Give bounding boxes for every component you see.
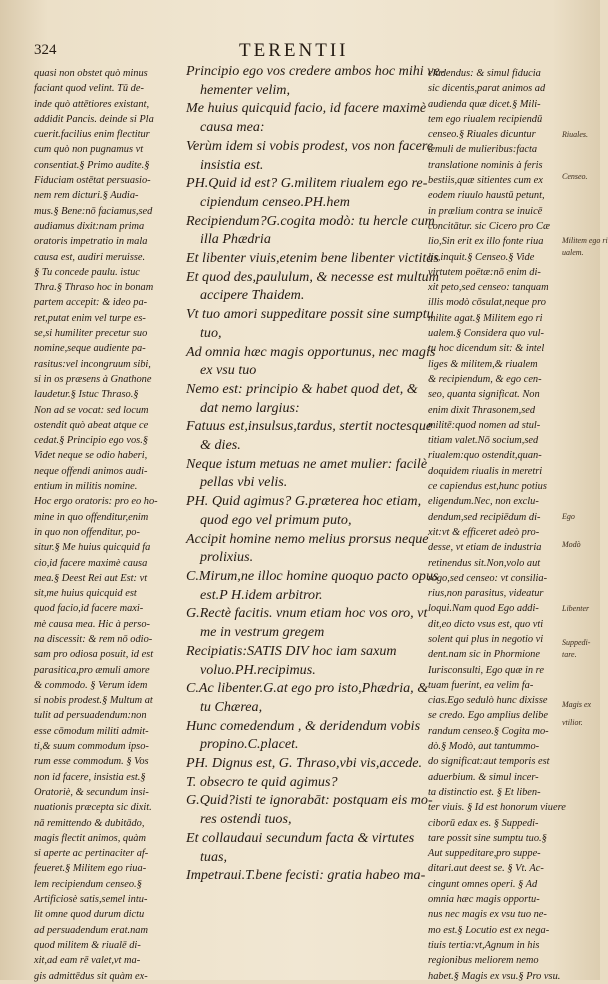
play-text-line: Et collaudaui secundum facta & virtutes [186, 829, 415, 846]
commentary-line: dent.nam sic in Phormione [428, 649, 540, 661]
commentary-line: ciborū edax es. § Suppedi- [428, 817, 539, 829]
commentary-line: regionibus meliorem nemo [428, 955, 539, 967]
play-text-line: Hunc comedendum , & deridendum vobis [186, 717, 421, 734]
play-text-line: Vt tuo amori suppeditare possit sine sumptu [186, 306, 434, 323]
commentary-line: cum quò non pugnamus vt [34, 144, 144, 156]
commentary-line: xit:vt & efficeret adeò pro- [428, 526, 540, 538]
commentary-line: illis modò cōsulat,neque pro [428, 297, 546, 309]
commentary-line: faciant quod velint. Tū de- [34, 83, 144, 95]
play-text-line: G.Rectè facitis. vnum etiam hoc vos oro, vt [186, 605, 428, 622]
commentary-line: esse cōmodum militi admit- [34, 725, 149, 737]
marginal-note: Militem ego ri [562, 236, 608, 245]
commentary-line: omnia hæc magis opportu- [428, 894, 540, 906]
commentary-line: in prælium contra se inuicē [428, 205, 543, 217]
play-text-line: causa mea: [200, 119, 265, 136]
commentary-line: lis,inquit.§ Censeo.§ Vide [428, 251, 535, 263]
commentary-column-right [428, 66, 576, 984]
commentary-line: tulit ad persuadendum:non [34, 710, 147, 722]
commentary-line: Aut suppeditare,pro suppe- [428, 848, 541, 860]
play-text-line: Et quod des,paululum, & necesse est multum [186, 268, 439, 285]
commentary-line: cio,id facere maximè causa [34, 557, 148, 569]
marginal-note: tare. [562, 650, 577, 659]
commentary-line: & commodo. § Verum idem [34, 679, 148, 691]
commentary-line: desse, vt etiam de industria [428, 542, 542, 554]
commentary-line: tuam fuerint, ea velim fa- [428, 679, 534, 691]
commentary-line: mo est.§ Locutio est ex nega- [428, 924, 550, 936]
commentary-line: sic dicentis,parat animos ad [428, 83, 546, 95]
commentary-line: addidit Pancis. deinde si Pla [34, 113, 154, 125]
commentary-line: nā remittendo & dubitādo, [34, 817, 145, 829]
play-text-line: C.Mirum,ne illoc homine quoquo pacto opus [186, 567, 439, 584]
play-text-line: dat nemo largius: [200, 399, 300, 416]
commentary-line: mus.§ Bene:nō faciamus,sed [34, 205, 153, 217]
play-text-line: ex vsu tuo [200, 362, 257, 379]
commentary-line: mea.§ Deest Rei aut Est: vt [34, 572, 148, 584]
commentary-line: tare possit sine sumptu tuo.§ [428, 832, 547, 844]
play-text-line: Verùm idem si vobis prodest, vos non facere [186, 137, 434, 154]
commentary-line: ostendit quò abeat atque ce [34, 419, 149, 431]
commentary-line: aduerbium. & simul incer- [428, 771, 539, 783]
commentary-line: loqui.Nam quod Ego addi- [428, 603, 539, 615]
commentary-line: se credo. Ego amplius delibe [428, 710, 548, 722]
commentary-line: liges & militem,& riualem [428, 358, 538, 370]
commentary-line: concitātur. sic Cicero pro Cæ [428, 220, 550, 232]
commentary-line: Oratoriè, & secundum insi- [34, 786, 149, 798]
commentary-line: ditari.aut deest se. § Vt. Ac- [428, 863, 544, 875]
commentary-line: ce capiendus est,hunc potius [428, 481, 547, 493]
commentary-line: se,si humiliter precetur suo [34, 328, 148, 340]
commentary-line: tem ego riualem recipiendū [428, 113, 543, 125]
commentary-line: Thra.§ Thraso hoc in bonam [34, 282, 154, 294]
commentary-line: riualem:quo ostendit,quan- [428, 450, 542, 462]
commentary-line: si nobis prodest.§ Multum at [34, 695, 153, 707]
commentary-line: ret,putat enim vel turpe es- [34, 312, 146, 324]
play-text-line: est.P H.idem arbitror. [200, 586, 323, 603]
page-number: 324 [34, 42, 57, 58]
play-text-line: hementer velim, [200, 81, 291, 98]
commentary-line: Fiduciam ostētat persuasio- [34, 175, 151, 187]
commentary-line: rogo,sed censeo: vt consilia- [428, 572, 548, 584]
play-text-line: Ad omnia hæc magis opportunus, nec magis [186, 343, 436, 360]
commentary-line: laudetur.§ Istuc Thraso.§ [34, 389, 139, 401]
commentary-line: eligendum.Nec, non exclu- [428, 496, 539, 508]
commentary-line: randum censeo.§ Cogita mo- [428, 725, 549, 737]
commentary-line: & recipiendum, & ego cen- [428, 373, 542, 385]
play-text-line: Fatuus est,insulsus,tardus, stertit noctesque [186, 418, 433, 435]
commentary-line: neque offendi animos audi- [34, 465, 148, 477]
commentary-line: solent qui plus in negotio vi [428, 633, 544, 645]
commentary-line: nuationis præcepta sic dixit. [34, 802, 152, 814]
commentary-line: mè causa mea. Hic à perso- [34, 618, 151, 630]
commentary-line: nomine,seque audiente pa- [34, 343, 146, 355]
commentary-line: habet.§ Magis ex vsu.§ Pro vsu. [428, 970, 561, 982]
play-text-line: propino.C.placet. [200, 736, 299, 753]
commentary-line: retinendus sit.Non,volo aut [428, 557, 541, 569]
commentary-line: gis admittēdus sit quàm ex- [34, 970, 148, 982]
play-text-line: illa Phædria [200, 231, 271, 248]
play-text-line: Principio ego vos credere ambos hoc mihi ve- [186, 63, 445, 79]
commentary-line: cludendus: & simul fiducia [428, 68, 541, 79]
commentary-line: eodem riuulo haustū petunt, [428, 190, 545, 202]
marginal-note: Censeo. [562, 172, 588, 181]
commentary-line: sit,me huius quicquid est [34, 588, 137, 600]
commentary-line: Videt neque se odio haberi, [34, 450, 148, 462]
commentary-line: æmuli de mulieribus:facta [428, 144, 538, 156]
commentary-line: quod facio,id facere maxi- [34, 603, 144, 615]
commentary-line: quod militem & riualē di- [34, 939, 141, 951]
play-text-line: T. obsecro te quid agimus? [186, 773, 338, 790]
commentary-line: causa est, audiri meruisse. [34, 251, 146, 263]
commentary-line: ta distinctio est. § Et liben- [428, 786, 541, 798]
play-text-line: cipiendum censeo.PH.hem [200, 193, 350, 210]
play-text-line: Recipiendum?G.cogita modò: tu hercle cum [186, 212, 435, 229]
play-text-line: me in vestrum gregem [200, 624, 325, 641]
commentary-line: ter viuis. § Id est honorum viuere [428, 802, 566, 814]
marginal-note: Libenter [562, 604, 590, 613]
commentary-line: Artificiosè satis,semel intu- [34, 894, 148, 906]
commentary-line: ad persuadendum erat.nam [34, 924, 148, 936]
commentary-line: Non ad se vocat: sed locum [34, 404, 149, 416]
commentary-line: ualem.§ Considera quo vul- [428, 328, 545, 340]
marginal-note: Ego [562, 512, 575, 521]
play-text-column [186, 62, 445, 885]
play-text-line: Impetraui.T.bene fecisti: gratia habeo ma- [186, 867, 426, 884]
commentary-line: entium in militis nomine. [34, 481, 138, 493]
commentary-line: partem accepit: & ideo pa- [34, 297, 148, 309]
commentary-line: Iurisconsulti, Ego quæ in re [428, 664, 544, 676]
commentary-line: situr.§ Me huius quicquid fa [34, 542, 151, 554]
play-text-line: Nemo est: principio & habet quod det, & [186, 380, 418, 397]
commentary-line: consentiat.§ Primo audite.§ [34, 159, 150, 171]
play-text-line: PH.Quid id est? G.militem riualem ego re- [186, 175, 428, 192]
commentary-line: rius,non parasitus, videatur [428, 588, 544, 600]
commentary-line: inde quò attētiores existant, [34, 98, 150, 110]
play-text-line: Et libenter viuis,etenim bene libenter victitas [186, 250, 439, 267]
commentary-line: doquidem riualis in meretri [428, 465, 543, 477]
commentary-line: sam pro odiosa posuit, id est [34, 649, 154, 661]
commentary-line: do significat:aut temporis est [428, 756, 550, 768]
play-text-line: quod ego vel primum puto, [200, 511, 352, 528]
commentary-line: lio,Sin erit ex illo fonte riua [428, 236, 544, 248]
play-text-line: insistia est. [200, 156, 264, 173]
commentary-line: feueret.§ Militem ego riua- [34, 863, 147, 875]
commentary-line: si aperte ac pertinaciter af- [34, 848, 149, 860]
play-text-line: PH. Dignus est, G. Thraso,vbi vis,accede. [186, 755, 423, 772]
commentary-line: dit,eo dicto vsus est, quo vti [428, 618, 544, 630]
play-text-line: res ostendi tuos, [200, 811, 292, 828]
commentary-line: censeo.§ Riuales dicuntur [428, 129, 536, 141]
commentary-line: oratoris impetratio in mala [34, 236, 148, 248]
marginal-note: vtilior. [562, 718, 583, 727]
commentary-line: magis flectit animos, quàm [34, 832, 146, 844]
play-text-line: Me huius quicquid facio, id facere maximè [186, 100, 427, 117]
commentary-line: nus nec magis ex vsu tuo ne- [428, 909, 547, 921]
commentary-line: non id facere, insistia est.§ [34, 771, 146, 783]
play-text-line: Recipiatis:SATIS DIV hoc iam saxum [186, 642, 397, 659]
commentary-line: mine in quo offenditur,enim [34, 511, 149, 523]
play-text-line: Neque istum metuas ne amet mulier: facilè [186, 455, 428, 472]
commentary-line: nem rem dicturi.§ Audia- [34, 190, 139, 202]
play-text-line: accipere Thaidem. [200, 287, 305, 304]
commentary-line: ti,& suum commodum ipso- [34, 741, 149, 753]
commentary-line: rasitus:vel incongruum sibi, [34, 358, 151, 370]
commentary-line: cias.Ego sedulò hunc dixisse [428, 695, 548, 707]
commentary-line: si in os præsens à Gnathone [34, 373, 152, 385]
commentary-line: cuerit.facilius enim flectitur [34, 129, 150, 141]
play-text-line: Accipit homine nemo melius prorsus neque [186, 530, 429, 547]
play-text-line: tuo, [200, 324, 222, 341]
marginal-note: Modò [562, 540, 581, 549]
commentary-line: cedat.§ Principio ego vos.§ [34, 435, 148, 447]
commentary-line: tiuis tertia:vt,Agnum in his [428, 939, 540, 951]
commentary-line: Hoc ergo oratoris: pro eo ho- [34, 496, 158, 508]
play-text-line: & dies. [200, 437, 241, 454]
play-text-line: pellas vbi velis. [200, 474, 288, 491]
commentary-line: xit peto,sed censeo: tanquam [428, 282, 549, 294]
commentary-line: rum esse commodum. § Vos [34, 756, 149, 768]
commentary-line: enim dixit Thrasonem,sed [428, 404, 536, 416]
commentary-line: tu hoc dicendum sit: & intel [428, 343, 545, 355]
commentary-line: milite agat.§ Militem ego ri [428, 312, 543, 324]
commentary-line: militē:quod nomen ad stul- [428, 419, 541, 431]
commentary-line: seo, quanta significat. Non [428, 389, 540, 401]
commentary-line: in quo non offenditur, po- [34, 526, 140, 538]
commentary-line: audiamus dixit:nam prima [34, 220, 145, 232]
commentary-column-left [34, 66, 182, 984]
commentary-line: dò.§ Modò, aut tantummo- [428, 741, 540, 753]
running-title: TERENTII [239, 40, 349, 61]
commentary-line: audienda quæ dicet.§ Mili- [428, 98, 541, 110]
commentary-line: bestiis,quæ sitientes cum ex [428, 175, 543, 187]
play-text-line: prolixius. [200, 549, 254, 566]
commentary-line: parasitica,pro æmuli amore [34, 664, 150, 676]
commentary-line: lem recipiendum censeo.§ [34, 878, 142, 890]
commentary-line: virtutem poëtæ:nō enim di- [428, 266, 541, 278]
commentary-line: titiam valet.Nō socium,sed [428, 435, 539, 447]
marginal-note: Riuales. [562, 130, 588, 139]
play-text-line: G.Quid?isti te ignorabāt: postquam eis mo- [186, 792, 433, 809]
play-text-line: voluo.PH.recipimus. [200, 661, 316, 678]
marginal-note: ualem. [562, 248, 584, 257]
commentary-line: xit,ad eam rē valet,vt ma- [34, 955, 141, 967]
commentary-line: na discessit: & rem nō odio- [34, 633, 153, 645]
play-text-line: C.Ac libenter.G.at ego pro isto,Phædria, & [186, 680, 429, 697]
commentary-line: dendum,sed recipiēdum di- [428, 511, 541, 523]
commentary-line: § Tu concede paulu. istuc [34, 266, 140, 278]
play-text-line: tuas, [200, 848, 228, 865]
play-text-line: tu Chærea, [200, 698, 263, 715]
commentary-line: lit omne quod durum dictu [34, 909, 145, 921]
play-text-line: PH. Quid agimus? G.præterea hoc etiam, [186, 493, 422, 510]
marginal-note: Suppedi- [562, 638, 591, 647]
commentary-line: cingunt omnes operi. § Ad [428, 878, 538, 890]
commentary-line: quasi non obstet quò minus [34, 68, 148, 79]
marginal-note: Magis ex [562, 700, 592, 709]
commentary-line: translatione nominis à feris [428, 159, 543, 171]
page-header [34, 40, 574, 64]
